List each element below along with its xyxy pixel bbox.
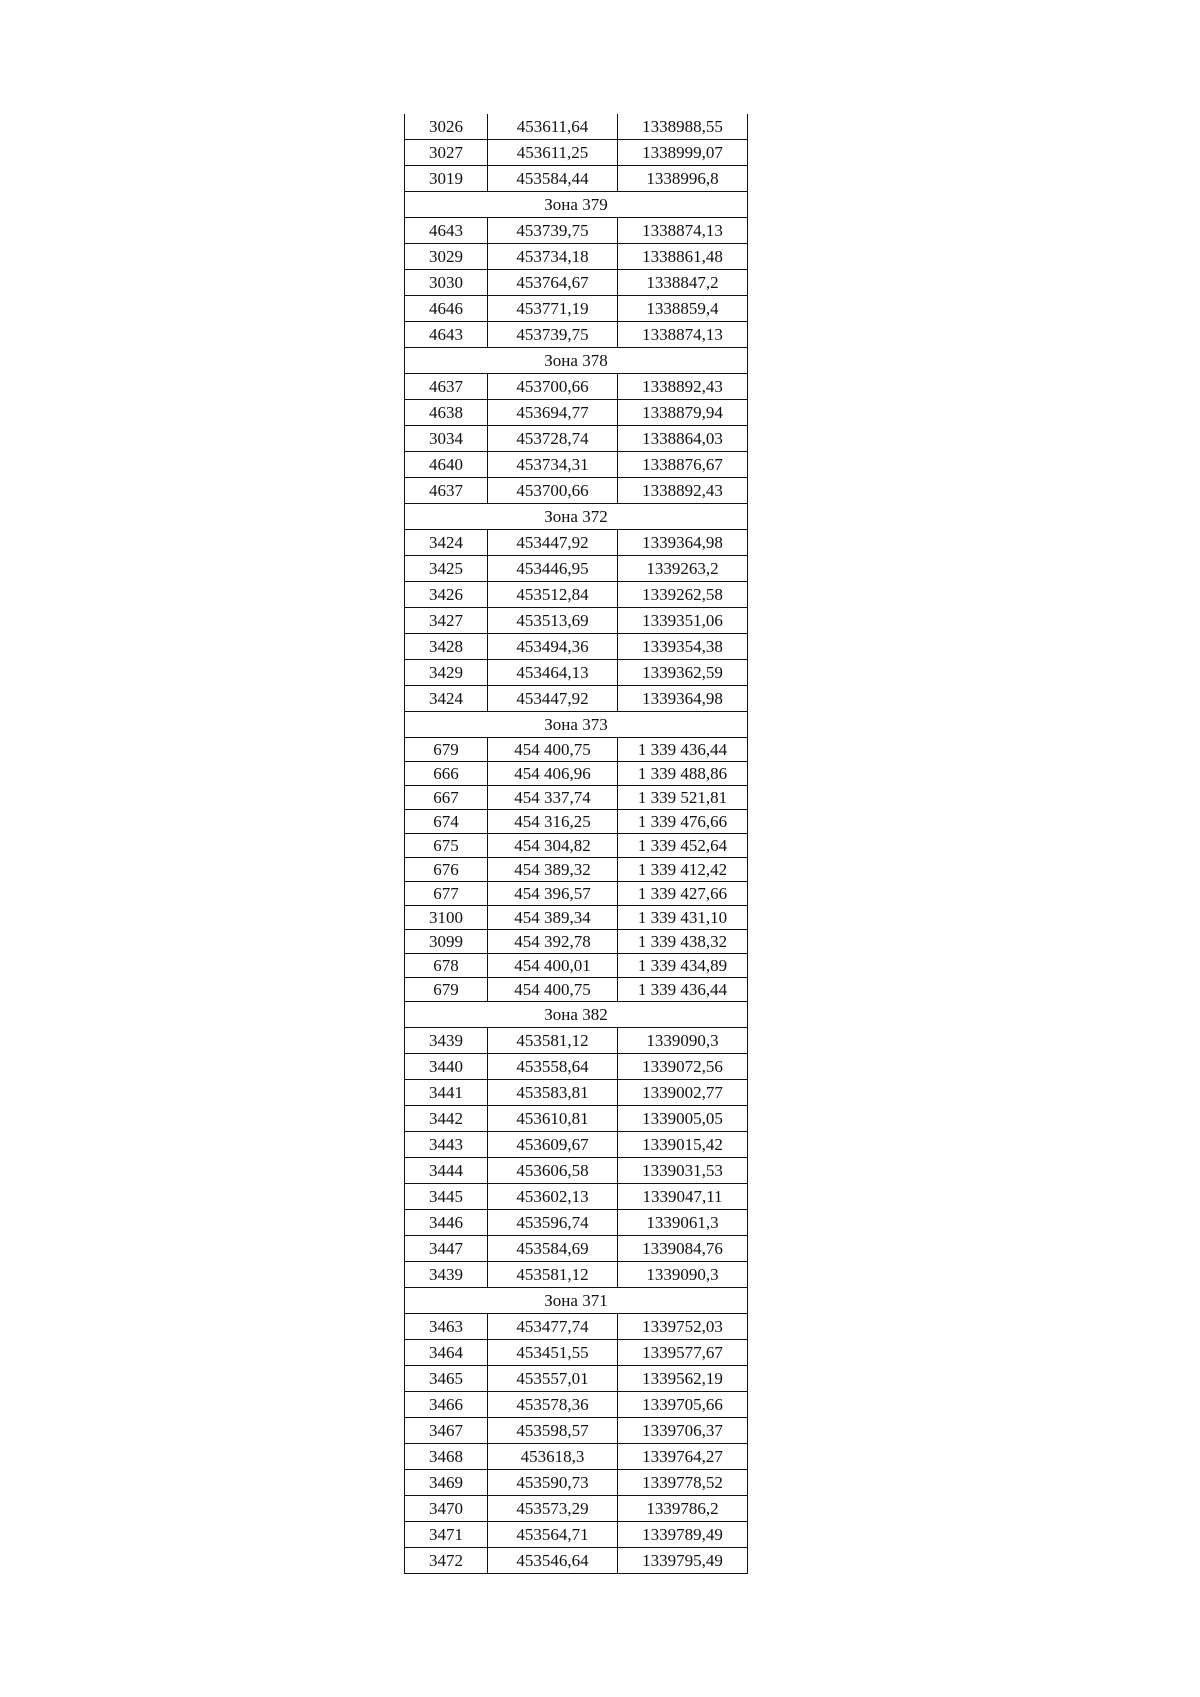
table-row	[405, 478, 748, 504]
y-coordinate-cell: 1339562,19	[618, 1366, 748, 1392]
point-number-cell: 3447	[405, 1236, 488, 1262]
x-coordinate-cell: 453477,74	[488, 1314, 618, 1340]
point-number-cell: 3442	[405, 1106, 488, 1132]
y-coordinate-cell: 1 339 438,32	[618, 930, 748, 954]
point-number-cell: 3469	[405, 1470, 488, 1496]
zone-header-row	[405, 504, 748, 530]
coordinates-table-body	[405, 114, 748, 1574]
table-row	[405, 686, 748, 712]
zone-title: Зона 378	[405, 348, 748, 374]
y-coordinate-cell: 1338988,55	[618, 114, 748, 140]
table-row	[405, 786, 748, 810]
point-number-cell: 3467	[405, 1418, 488, 1444]
y-coordinate-cell: 1338892,43	[618, 374, 748, 400]
y-coordinate-cell: 1339705,66	[618, 1392, 748, 1418]
point-number-cell: 3425	[405, 556, 488, 582]
x-coordinate-cell: 453611,25	[488, 140, 618, 166]
x-coordinate-cell: 453609,67	[488, 1132, 618, 1158]
zone-title: Зона 379	[405, 192, 748, 218]
y-coordinate-cell: 1339084,76	[618, 1236, 748, 1262]
y-coordinate-cell: 1 339 521,81	[618, 786, 748, 810]
point-number-cell: 3443	[405, 1132, 488, 1158]
table-row	[405, 296, 748, 322]
point-number-cell: 3424	[405, 686, 488, 712]
x-coordinate-cell: 453764,67	[488, 270, 618, 296]
point-number-cell: 3424	[405, 530, 488, 556]
y-coordinate-cell: 1339090,3	[618, 1028, 748, 1054]
table-row	[405, 322, 748, 348]
x-coordinate-cell: 453590,73	[488, 1470, 618, 1496]
y-coordinate-cell: 1339778,52	[618, 1470, 748, 1496]
y-coordinate-cell: 1339706,37	[618, 1418, 748, 1444]
point-number-cell: 3034	[405, 426, 488, 452]
y-coordinate-cell: 1339002,77	[618, 1080, 748, 1106]
table-row	[405, 608, 748, 634]
table-row	[405, 1470, 748, 1496]
y-coordinate-cell: 1339047,11	[618, 1184, 748, 1210]
table-row	[405, 634, 748, 660]
y-coordinate-cell: 1 339 476,66	[618, 810, 748, 834]
table-row	[405, 1340, 748, 1366]
table-row	[405, 1080, 748, 1106]
x-coordinate-cell: 453494,36	[488, 634, 618, 660]
point-number-cell: 3019	[405, 166, 488, 192]
y-coordinate-cell: 1339364,98	[618, 686, 748, 712]
y-coordinate-cell: 1338876,67	[618, 452, 748, 478]
zone-title: Зона 373	[405, 712, 748, 738]
y-coordinate-cell: 1339351,06	[618, 608, 748, 634]
point-number-cell: 4643	[405, 218, 488, 244]
x-coordinate-cell: 453700,66	[488, 374, 618, 400]
table-row	[405, 1158, 748, 1184]
coordinates-table	[404, 114, 748, 1574]
table-row	[405, 1314, 748, 1340]
point-number-cell: 3446	[405, 1210, 488, 1236]
table-row	[405, 1236, 748, 1262]
table-row	[405, 556, 748, 582]
point-number-cell: 679	[405, 738, 488, 762]
x-coordinate-cell: 453739,75	[488, 218, 618, 244]
point-number-cell: 4643	[405, 322, 488, 348]
y-coordinate-cell: 1 339 436,44	[618, 978, 748, 1002]
table-row	[405, 1132, 748, 1158]
point-number-cell: 3466	[405, 1392, 488, 1418]
table-row	[405, 218, 748, 244]
point-number-cell: 3026	[405, 114, 488, 140]
y-coordinate-cell: 1 339 436,44	[618, 738, 748, 762]
x-coordinate-cell: 454 304,82	[488, 834, 618, 858]
x-coordinate-cell: 454 406,96	[488, 762, 618, 786]
x-coordinate-cell: 453581,12	[488, 1028, 618, 1054]
point-number-cell: 4637	[405, 374, 488, 400]
point-number-cell: 3445	[405, 1184, 488, 1210]
x-coordinate-cell: 454 400,75	[488, 978, 618, 1002]
table-row	[405, 660, 748, 686]
y-coordinate-cell: 1 339 452,64	[618, 834, 748, 858]
zone-title: Зона 372	[405, 504, 748, 530]
zone-title: Зона 382	[405, 1002, 748, 1028]
table-row	[405, 762, 748, 786]
y-coordinate-cell: 1339354,38	[618, 634, 748, 660]
y-coordinate-cell: 1338879,94	[618, 400, 748, 426]
y-coordinate-cell: 1339752,03	[618, 1314, 748, 1340]
table-row	[405, 1366, 748, 1392]
point-number-cell: 3027	[405, 140, 488, 166]
y-coordinate-cell: 1339362,59	[618, 660, 748, 686]
zone-header-row	[405, 712, 748, 738]
table-row	[405, 452, 748, 478]
x-coordinate-cell: 453734,18	[488, 244, 618, 270]
y-coordinate-cell: 1339795,49	[618, 1548, 748, 1574]
x-coordinate-cell: 453734,31	[488, 452, 618, 478]
y-coordinate-cell: 1 339 412,42	[618, 858, 748, 882]
point-number-cell: 3468	[405, 1444, 488, 1470]
table-row	[405, 738, 748, 762]
table-row	[405, 244, 748, 270]
x-coordinate-cell: 453694,77	[488, 400, 618, 426]
point-number-cell: 666	[405, 762, 488, 786]
y-coordinate-cell: 1338874,13	[618, 218, 748, 244]
x-coordinate-cell: 453602,13	[488, 1184, 618, 1210]
table-row	[405, 114, 748, 140]
x-coordinate-cell: 453447,92	[488, 686, 618, 712]
table-row	[405, 530, 748, 556]
y-coordinate-cell: 1339061,3	[618, 1210, 748, 1236]
y-coordinate-cell: 1339090,3	[618, 1262, 748, 1288]
y-coordinate-cell: 1339031,53	[618, 1158, 748, 1184]
x-coordinate-cell: 453700,66	[488, 478, 618, 504]
zone-header-row	[405, 192, 748, 218]
x-coordinate-cell: 453557,01	[488, 1366, 618, 1392]
x-coordinate-cell: 453610,81	[488, 1106, 618, 1132]
table-row	[405, 1210, 748, 1236]
table-row	[405, 1496, 748, 1522]
y-coordinate-cell: 1338859,4	[618, 296, 748, 322]
point-number-cell: 3465	[405, 1366, 488, 1392]
point-number-cell: 3440	[405, 1054, 488, 1080]
table-row	[405, 930, 748, 954]
x-coordinate-cell: 454 400,75	[488, 738, 618, 762]
table-row	[405, 978, 748, 1002]
x-coordinate-cell: 453558,64	[488, 1054, 618, 1080]
y-coordinate-cell: 1338864,03	[618, 426, 748, 452]
zone-header-row	[405, 1002, 748, 1028]
x-coordinate-cell: 453464,13	[488, 660, 618, 686]
y-coordinate-cell: 1 339 488,86	[618, 762, 748, 786]
table-row	[405, 166, 748, 192]
table-row	[405, 1548, 748, 1574]
zone-header-row	[405, 1288, 748, 1314]
y-coordinate-cell: 1339786,2	[618, 1496, 748, 1522]
x-coordinate-cell: 453596,74	[488, 1210, 618, 1236]
point-number-cell: 3471	[405, 1522, 488, 1548]
table-row	[405, 1262, 748, 1288]
x-coordinate-cell: 453739,75	[488, 322, 618, 348]
x-coordinate-cell: 453564,71	[488, 1522, 618, 1548]
point-number-cell: 678	[405, 954, 488, 978]
x-coordinate-cell: 454 337,74	[488, 786, 618, 810]
table-row	[405, 954, 748, 978]
y-coordinate-cell: 1339789,49	[618, 1522, 748, 1548]
point-number-cell: 3439	[405, 1028, 488, 1054]
x-coordinate-cell: 453583,81	[488, 1080, 618, 1106]
y-coordinate-cell: 1338999,07	[618, 140, 748, 166]
point-number-cell: 675	[405, 834, 488, 858]
x-coordinate-cell: 453618,3	[488, 1444, 618, 1470]
x-coordinate-cell: 453728,74	[488, 426, 618, 452]
x-coordinate-cell: 453771,19	[488, 296, 618, 322]
point-number-cell: 3463	[405, 1314, 488, 1340]
y-coordinate-cell: 1339015,42	[618, 1132, 748, 1158]
table-row	[405, 858, 748, 882]
y-coordinate-cell: 1339262,58	[618, 582, 748, 608]
x-coordinate-cell: 454 316,25	[488, 810, 618, 834]
x-coordinate-cell: 453446,95	[488, 556, 618, 582]
table-row	[405, 1444, 748, 1470]
y-coordinate-cell: 1 339 434,89	[618, 954, 748, 978]
point-number-cell: 3100	[405, 906, 488, 930]
point-number-cell: 674	[405, 810, 488, 834]
table-row	[405, 1054, 748, 1080]
y-coordinate-cell: 1339072,56	[618, 1054, 748, 1080]
y-coordinate-cell: 1338892,43	[618, 478, 748, 504]
y-coordinate-cell: 1339263,2	[618, 556, 748, 582]
point-number-cell: 3429	[405, 660, 488, 686]
table-row	[405, 374, 748, 400]
table-row	[405, 426, 748, 452]
y-coordinate-cell: 1338861,48	[618, 244, 748, 270]
x-coordinate-cell: 453584,44	[488, 166, 618, 192]
x-coordinate-cell: 453512,84	[488, 582, 618, 608]
y-coordinate-cell: 1338874,13	[618, 322, 748, 348]
table-row	[405, 906, 748, 930]
x-coordinate-cell: 453578,36	[488, 1392, 618, 1418]
table-row	[405, 1184, 748, 1210]
zone-header-row	[405, 348, 748, 374]
y-coordinate-cell: 1339577,67	[618, 1340, 748, 1366]
table-row	[405, 1106, 748, 1132]
point-number-cell: 679	[405, 978, 488, 1002]
point-number-cell: 3099	[405, 930, 488, 954]
table-row	[405, 1028, 748, 1054]
x-coordinate-cell: 453606,58	[488, 1158, 618, 1184]
table-row	[405, 1522, 748, 1548]
point-number-cell: 3439	[405, 1262, 488, 1288]
x-coordinate-cell: 454 396,57	[488, 882, 618, 906]
x-coordinate-cell: 453573,29	[488, 1496, 618, 1522]
table-row	[405, 400, 748, 426]
table-row	[405, 882, 748, 906]
point-number-cell: 3030	[405, 270, 488, 296]
point-number-cell: 4640	[405, 452, 488, 478]
x-coordinate-cell: 454 392,78	[488, 930, 618, 954]
point-number-cell: 676	[405, 858, 488, 882]
y-coordinate-cell: 1339764,27	[618, 1444, 748, 1470]
table-row	[405, 1392, 748, 1418]
point-number-cell: 3426	[405, 582, 488, 608]
point-number-cell: 667	[405, 786, 488, 810]
point-number-cell: 677	[405, 882, 488, 906]
x-coordinate-cell: 453513,69	[488, 608, 618, 634]
point-number-cell: 3427	[405, 608, 488, 634]
point-number-cell: 3472	[405, 1548, 488, 1574]
table-row	[405, 270, 748, 296]
x-coordinate-cell: 453447,92	[488, 530, 618, 556]
table-row	[405, 140, 748, 166]
point-number-cell: 3444	[405, 1158, 488, 1184]
y-coordinate-cell: 1 339 431,10	[618, 906, 748, 930]
table-row	[405, 1418, 748, 1444]
x-coordinate-cell: 454 400,01	[488, 954, 618, 978]
y-coordinate-cell: 1 339 427,66	[618, 882, 748, 906]
x-coordinate-cell: 453581,12	[488, 1262, 618, 1288]
x-coordinate-cell: 454 389,34	[488, 906, 618, 930]
x-coordinate-cell: 453584,69	[488, 1236, 618, 1262]
table-row	[405, 582, 748, 608]
point-number-cell: 3441	[405, 1080, 488, 1106]
y-coordinate-cell: 1338847,2	[618, 270, 748, 296]
x-coordinate-cell: 454 389,32	[488, 858, 618, 882]
x-coordinate-cell: 453598,57	[488, 1418, 618, 1444]
point-number-cell: 3029	[405, 244, 488, 270]
x-coordinate-cell: 453611,64	[488, 114, 618, 140]
table-row	[405, 810, 748, 834]
x-coordinate-cell: 453451,55	[488, 1340, 618, 1366]
point-number-cell: 4637	[405, 478, 488, 504]
table-row	[405, 834, 748, 858]
point-number-cell: 4638	[405, 400, 488, 426]
y-coordinate-cell: 1339364,98	[618, 530, 748, 556]
point-number-cell: 3428	[405, 634, 488, 660]
y-coordinate-cell: 1339005,05	[618, 1106, 748, 1132]
point-number-cell: 3470	[405, 1496, 488, 1522]
x-coordinate-cell: 453546,64	[488, 1548, 618, 1574]
point-number-cell: 3464	[405, 1340, 488, 1366]
y-coordinate-cell: 1338996,8	[618, 166, 748, 192]
zone-title: Зона 371	[405, 1288, 748, 1314]
point-number-cell: 4646	[405, 296, 488, 322]
